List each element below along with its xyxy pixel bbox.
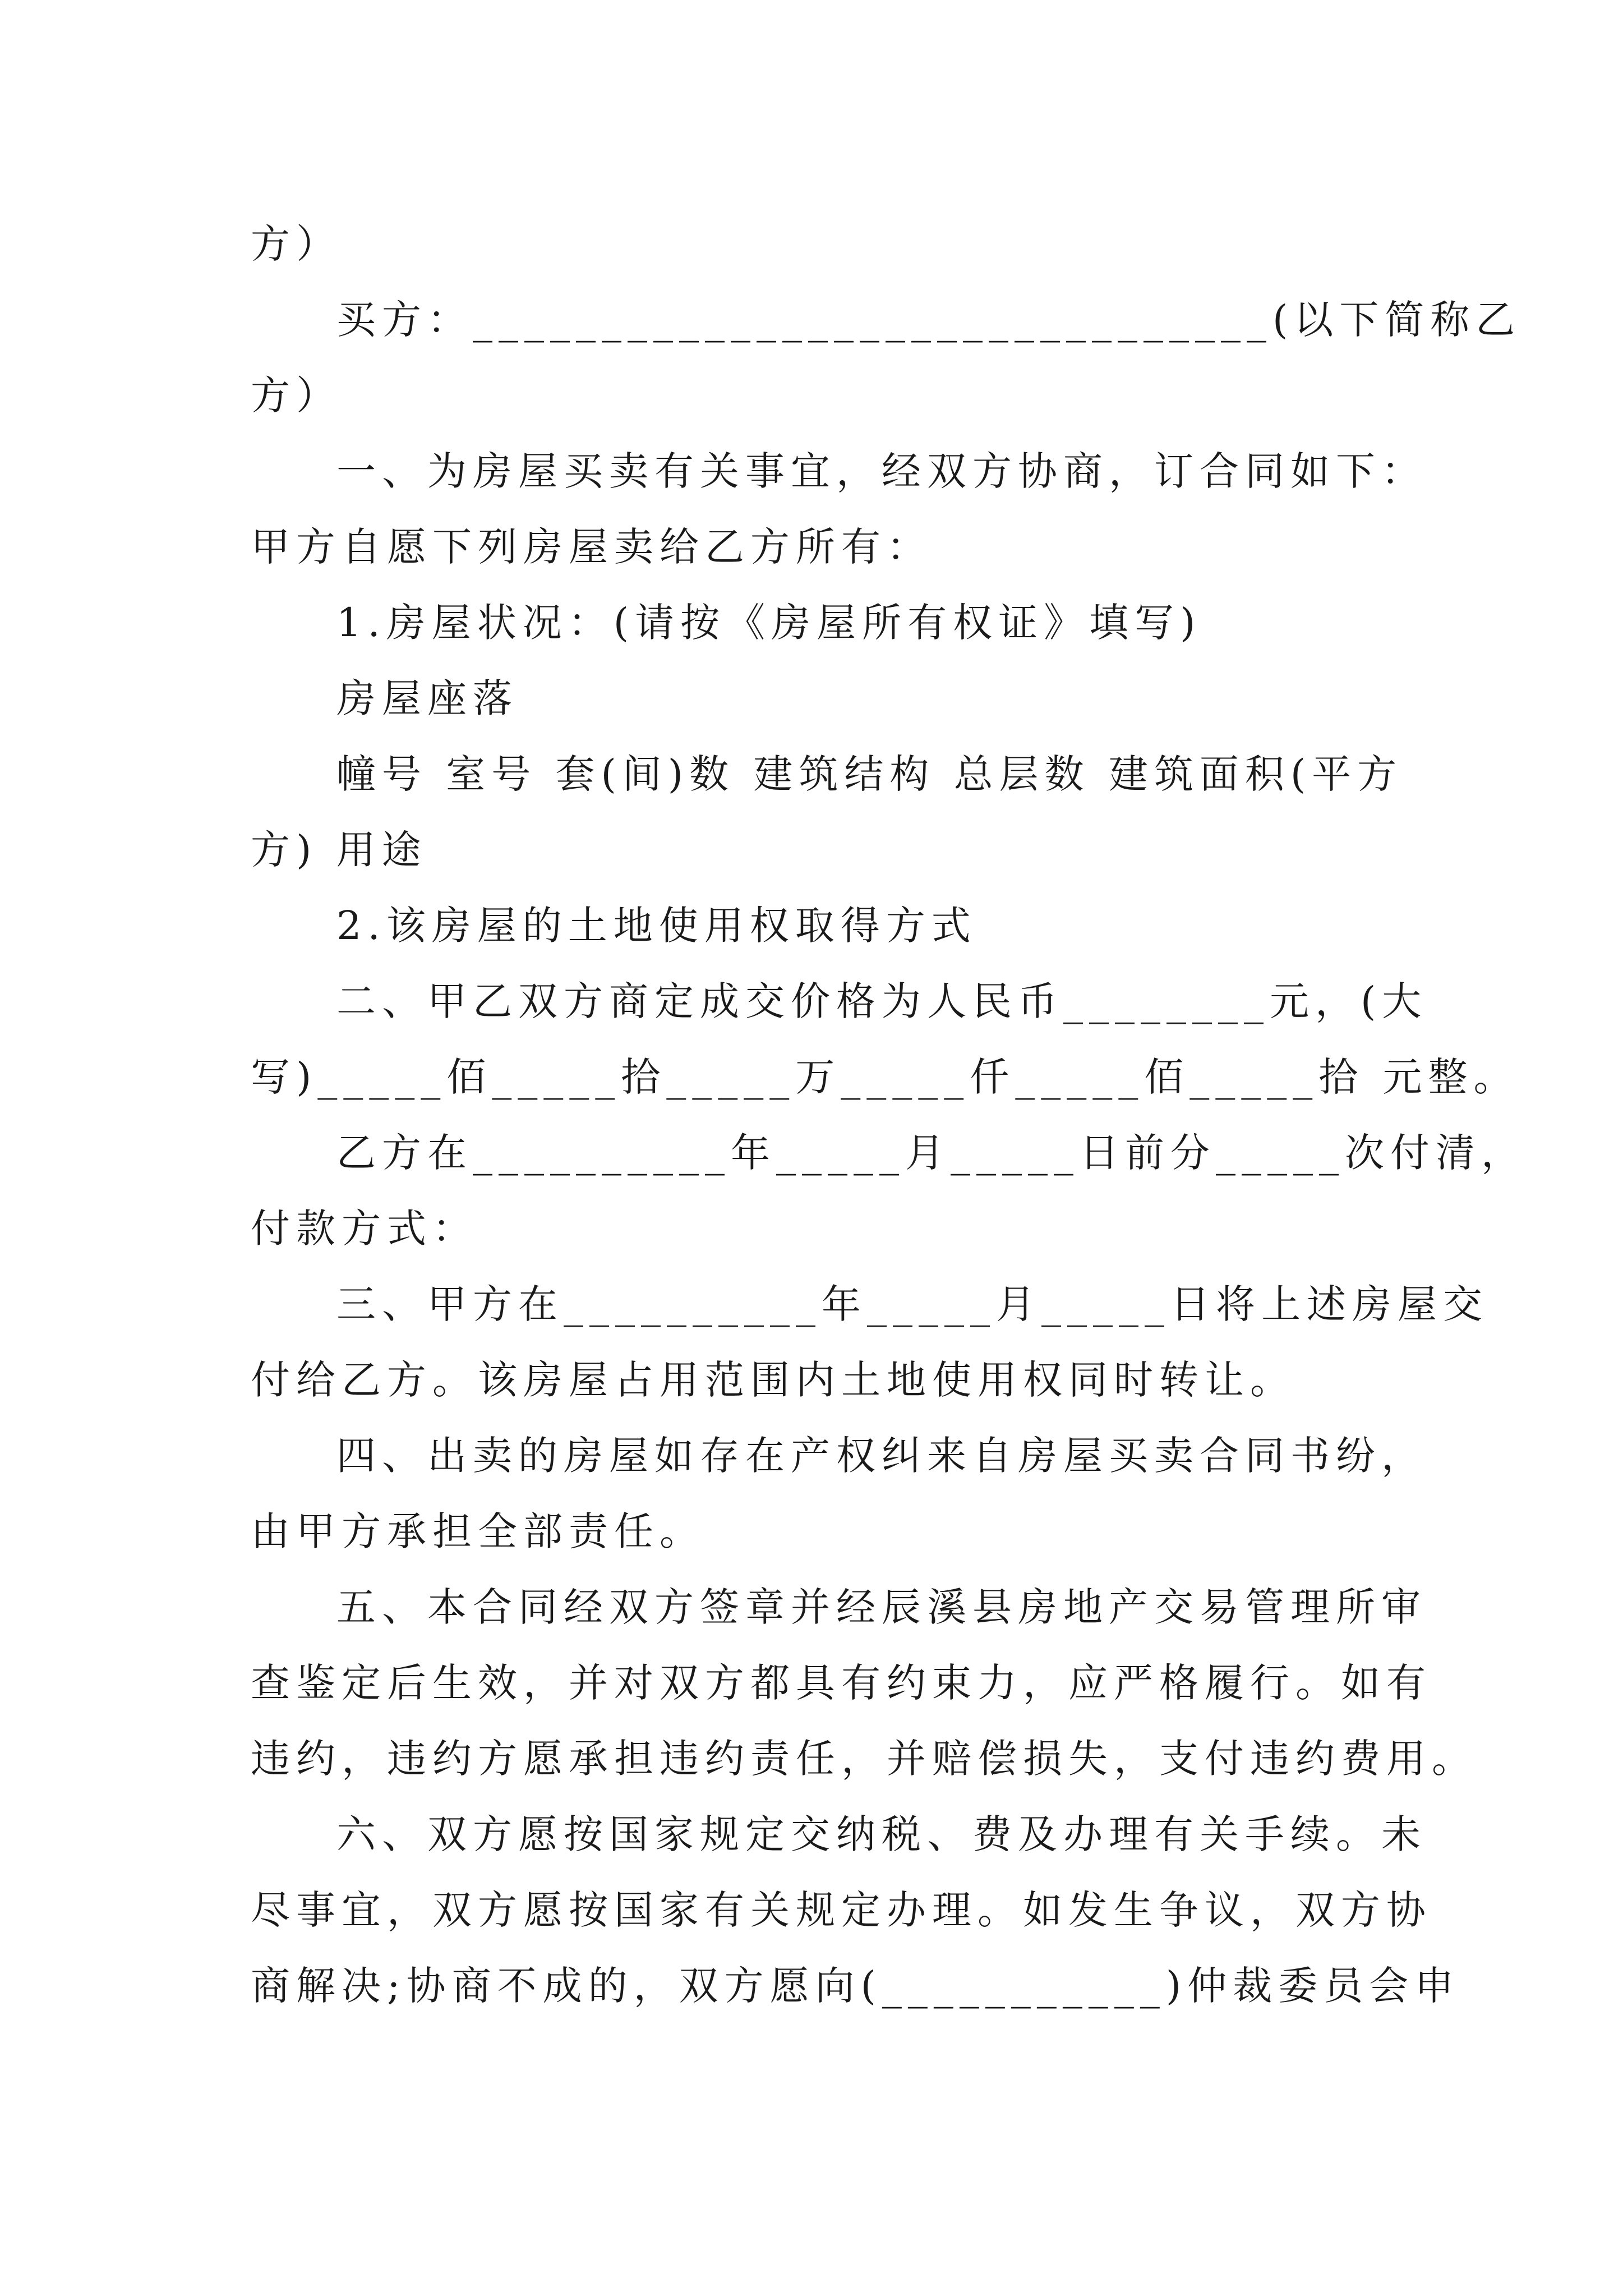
text-line: 写)_____佰_____拾_____万_____仟_____佰_____拾 元整。 xyxy=(251,1054,1519,1100)
text-line: 付给乙方。该房屋占用范围内土地使用权同时转让。 xyxy=(251,1357,1295,1403)
text-line: 幢号 室号 套(间)数 建筑结构 总层数 建筑面积(平方 xyxy=(336,751,1403,797)
text-line: 商解决;协商不成的，双方愿向(___________)仲裁委员会申 xyxy=(251,1963,1460,2009)
text-line: 一、为房屋买卖有关事宜，经双方协商，订合同如下： xyxy=(336,448,1427,494)
text-line: 方) 用途 xyxy=(251,827,427,873)
text-line: 查鉴定后生效，并对双方都具有约束力，应严格履行。如有 xyxy=(251,1660,1432,1706)
text-line: 2.该房屋的土地使用权取得方式 xyxy=(336,903,977,949)
text-line: 1.房屋状况：(请按《房屋所有权证》填写) xyxy=(336,600,1202,646)
text-line: 由甲方承担全部责任。 xyxy=(251,1508,705,1554)
text-line: 甲方自愿下列房屋卖给乙方所有： xyxy=(251,524,932,570)
text-line: 四、出卖的房屋如存在产权纠来自房屋买卖合同书纷， xyxy=(336,1433,1427,1479)
text-line: 方） xyxy=(251,221,342,267)
text-line: 二、甲乙双方商定成交价格为人民币________元，(大 xyxy=(336,978,1428,1024)
text-line: 违约，违约方愿承担违约责任，并赔偿损失，支付违约费用。 xyxy=(251,1736,1477,1782)
text-line: 三、甲方在__________年_____月_____日将上述房屋交 xyxy=(336,1281,1488,1327)
text-line: 乙方在__________年_____月_____日前分_____次付清， xyxy=(336,1130,1527,1176)
text-line: 尽事宜，双方愿按国家有关规定办理。如发生争议，双方协 xyxy=(251,1887,1432,1933)
text-line: 六、双方愿按国家规定交纳税、费及办理有关手续。未 xyxy=(336,1811,1427,1857)
text-line: 房屋座落 xyxy=(336,675,518,721)
text-line: 五、本合同经双方签章并经辰溪县房地产交易管理所审 xyxy=(336,1584,1427,1630)
text-line: 付款方式： xyxy=(251,1205,478,1251)
text-line: 方） xyxy=(251,372,342,418)
text-line: 买方：_______________________________(以下简称乙 xyxy=(336,297,1521,343)
